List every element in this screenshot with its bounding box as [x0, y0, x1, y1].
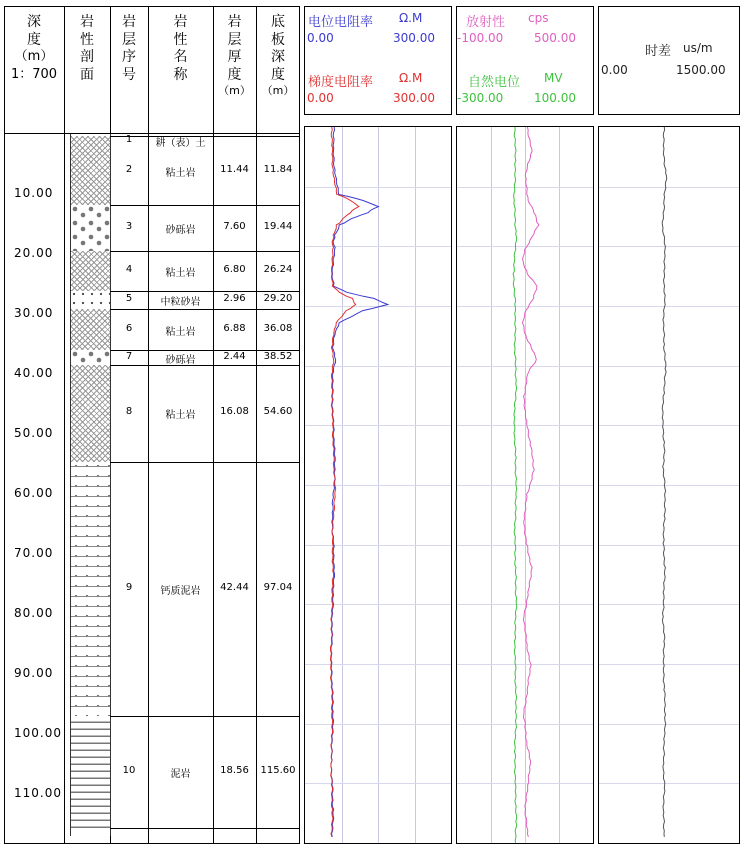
lithology-pattern-gravel — [71, 350, 110, 365]
curve-min-radioactivity: -100.00 — [457, 31, 504, 45]
layer-name: 砂砾岩 — [165, 224, 196, 236]
layer-bottom-depth: 29.20 — [263, 293, 293, 305]
layer-thickness: 11.44 — [220, 163, 249, 175]
layer-index: 7 — [125, 350, 133, 362]
layer-thickness: 7.60 — [223, 220, 246, 232]
curve-unit-radioactivity: cps — [528, 11, 549, 25]
curve-min-potential-resistivity: 0.00 — [307, 31, 334, 45]
layer-index: 5 — [125, 293, 133, 305]
track-header-sonic — [598, 6, 740, 115]
layer-index: 1 — [125, 134, 133, 146]
depth-label: 10.00 — [14, 186, 54, 200]
curve-电位电阻率 — [331, 127, 388, 837]
header-thickness: 岩 层 厚 度 （m） — [218, 14, 251, 97]
curve-min-sonic: 0.00 — [601, 63, 628, 77]
layer-thickness: 6.80 — [223, 264, 246, 276]
layer-index: 4 — [125, 264, 133, 276]
depth-label: 60.00 — [14, 486, 54, 500]
layer-bottom-depth: 97.04 — [263, 581, 293, 593]
curve-时差 — [662, 127, 667, 837]
curve-unit-sp: MV — [544, 71, 563, 85]
curve-canvas — [457, 127, 593, 843]
layer-name: 粘土岩 — [165, 167, 196, 179]
curve-title-sp: 自然电位 — [468, 75, 521, 90]
layer-boundary — [110, 309, 300, 310]
header-layer-index: 岩 层 序 号 — [122, 14, 136, 83]
lithology-pattern-clay — [71, 365, 110, 461]
layer-boundary — [110, 251, 300, 252]
depth-label: 30.00 — [14, 306, 54, 320]
track-body-resistivity — [304, 126, 452, 844]
depth-label: 80.00 — [14, 606, 54, 620]
lithology-pattern-clay — [71, 309, 110, 350]
layer-bottom-depth: 115.60 — [260, 764, 296, 776]
curve-max-sonic: 1500.00 — [676, 63, 726, 77]
depth-label: 70.00 — [14, 546, 54, 560]
layer-name: 泥岩 — [170, 768, 191, 780]
curve-unit-gradient-resistivity: Ω.M — [399, 71, 423, 85]
layer-boundary — [110, 828, 300, 829]
layer-bottom-depth: 36.08 — [263, 322, 293, 334]
lithology-pattern-mud — [71, 716, 110, 827]
layer-boundary — [110, 716, 300, 717]
lithology-pattern-calc-mud — [71, 462, 110, 717]
curve-自然电位 — [513, 127, 517, 843]
layer-boundary — [110, 462, 300, 463]
layer-index: 2 — [125, 163, 133, 175]
layer-bottom-depth: 19.44 — [263, 220, 293, 232]
curve-canvas — [599, 127, 739, 843]
layer-thickness: 2.44 — [223, 350, 246, 362]
layer-thickness: 6.88 — [223, 322, 246, 334]
layer-name: 粘土岩 — [165, 326, 196, 338]
layer-thickness: 2.96 — [223, 293, 246, 305]
layer-index: 3 — [125, 220, 133, 232]
track-body-sonic — [598, 126, 740, 844]
lithology-pattern-sand — [71, 291, 110, 309]
layer-bottom-depth: 38.52 — [263, 350, 293, 362]
layer-index: 9 — [125, 581, 133, 593]
layer-index: 10 — [122, 764, 136, 776]
depth-label: 20.00 — [14, 246, 54, 260]
curve-title-sonic: 时差 — [645, 44, 672, 59]
curve-unit-sonic: us/m — [683, 41, 713, 55]
layer-name: 砂砾岩 — [165, 354, 196, 366]
layer-bottom-depth: 11.84 — [263, 163, 293, 175]
curve-min-gradient-resistivity: 0.00 — [307, 91, 334, 105]
header-lithology-name: 岩 性 名 称 — [173, 14, 188, 83]
depth-label: 110.00 — [14, 786, 62, 800]
depth-label: 40.00 — [14, 366, 54, 380]
curve-max-radioactivity: 500.00 — [534, 31, 576, 45]
layer-thickness: 18.56 — [220, 764, 249, 776]
header-profile: 岩 性 剖 面 — [80, 14, 94, 83]
curve-梯度电阻率 — [330, 127, 359, 837]
layer-thickness: 42.44 — [220, 581, 249, 593]
curve-max-sp: 100.00 — [534, 91, 576, 105]
header-depth: 深 度 （m） 1：700 — [10, 14, 58, 83]
depth-label: 50.00 — [14, 426, 54, 440]
layer-name: 耕（表）土 — [155, 138, 206, 150]
layer-bottom-depth: 26.24 — [263, 264, 293, 276]
layer-name: 粘土岩 — [165, 268, 196, 280]
lithology-column — [70, 134, 111, 836]
layer-thickness: 16.08 — [220, 406, 249, 418]
curve-min-sp: -300.00 — [457, 91, 504, 105]
depth-label: 90.00 — [14, 666, 54, 680]
layer-name: 钙质泥岩 — [160, 585, 201, 597]
layer-boundary — [110, 205, 300, 206]
curve-max-gradient-resistivity: 300.00 — [393, 91, 435, 105]
track-body-radioactivity — [456, 126, 594, 844]
curve-max-potential-resistivity: 300.00 — [393, 31, 435, 45]
layer-index: 6 — [125, 322, 133, 334]
layer-name: 粘土岩 — [165, 410, 196, 422]
lithology-pattern-gravel — [71, 205, 110, 251]
curve-title-gradient-resistivity: 梯度电阻率 — [308, 75, 374, 90]
lithology-pattern-clay — [71, 251, 110, 292]
layer-name: 中粒砂岩 — [160, 297, 201, 309]
lithology-pattern-clay — [71, 136, 110, 205]
curve-title-potential-resistivity: 电位电阻率 — [308, 15, 374, 30]
curve-放射性 — [522, 127, 539, 837]
layer-boundary — [110, 291, 300, 292]
layer-bottom-depth: 54.60 — [263, 406, 293, 418]
curve-title-radioactivity: 放射性 — [466, 15, 506, 30]
depth-label: 100.00 — [14, 726, 62, 740]
curve-canvas — [305, 127, 451, 843]
header-bottom-depth: 底 板 深 度 （m） — [261, 14, 295, 97]
curve-unit-potential-resistivity: Ω.M — [399, 11, 423, 25]
layer-index: 8 — [125, 406, 133, 418]
